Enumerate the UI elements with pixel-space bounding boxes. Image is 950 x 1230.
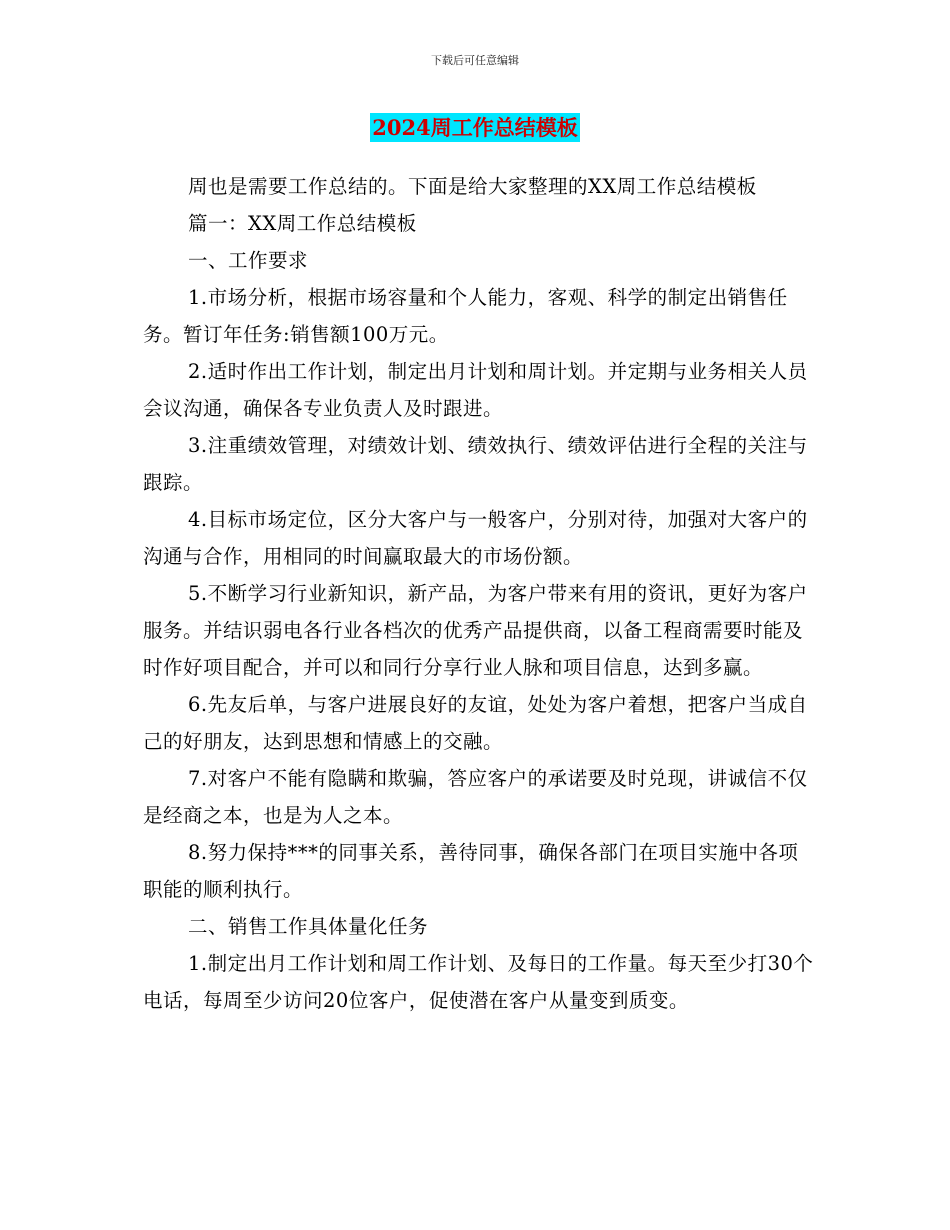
header-note: 下载后可任意编辑 (431, 54, 519, 67)
title-container (0, 113, 950, 142)
paragraph-item-4: 4.目标市场定位，区分大客户与一般客户，分别对待，加强对大客户的沟通与合作，用相同的时间赢取最大的市场份额。 (143, 508, 808, 568)
document-body (143, 168, 815, 1019)
paragraph-subheading-work-requirements: 一、工作要求 (188, 249, 309, 272)
paragraph-item-1: 1.市场分析，根据市场容量和个人能力，客观、科学的制定出销售任务。暂订年任务:销售额100万元。 (143, 286, 788, 346)
paragraph-subheading-sales-tasks: 二、销售工作具体量化任务 (188, 915, 429, 938)
paragraph-item-7: 7.对客户不能有隐瞒和欺骗，答应客户的承诺要及时兑现，讲诚信不仅是经商之本，也是为人之本。 (143, 767, 808, 827)
paragraph-section-heading-1: 篇一：XX周工作总结模板 (188, 212, 417, 235)
paragraph-sales-item-1: 1.制定出月工作计划和周工作计划、及每日的工作量。每天至少打30个电话，每周至少访问20位客户，促使潜在客户从量变到质变。 (143, 952, 814, 1012)
paragraph-item-6: 6.先友后单，与客户进展良好的友谊，处处为客户着想，把客户当成自己的好朋友，达到思想和情感上的交融。 (143, 693, 808, 753)
paragraph-item-5: 5.不断学习行业新知识，新产品，为客户带来有用的资讯，更好为客户服务。并结识弱电各行业各档次的优秀产品提供商，以备工程商需要时能及时作好项目配合，并可以和同行分享行业人脉和项目信息，达到多赢。 (143, 582, 808, 679)
paragraph-item-3: 3.注重绩效管理，对绩效计划、绩效执行、绩效评估进行全程的关注与跟踪。 (143, 434, 808, 494)
paragraph-item-2: 2.适时作出工作计划，制定出月计划和周计划。并定期与业务相关人员会议沟通，确保各专业负责人及时跟进。 (143, 360, 808, 420)
document-title: 2024周工作总结模板 (372, 115, 578, 140)
paragraph-item-8: 8.努力保持***的同事关系，善待同事，确保各部门在项目实施中各项职能的顺利执行。 (143, 841, 799, 901)
paragraph-intro: 周也是需要工作总结的。下面是给大家整理的XX周工作总结模板 (188, 175, 757, 198)
